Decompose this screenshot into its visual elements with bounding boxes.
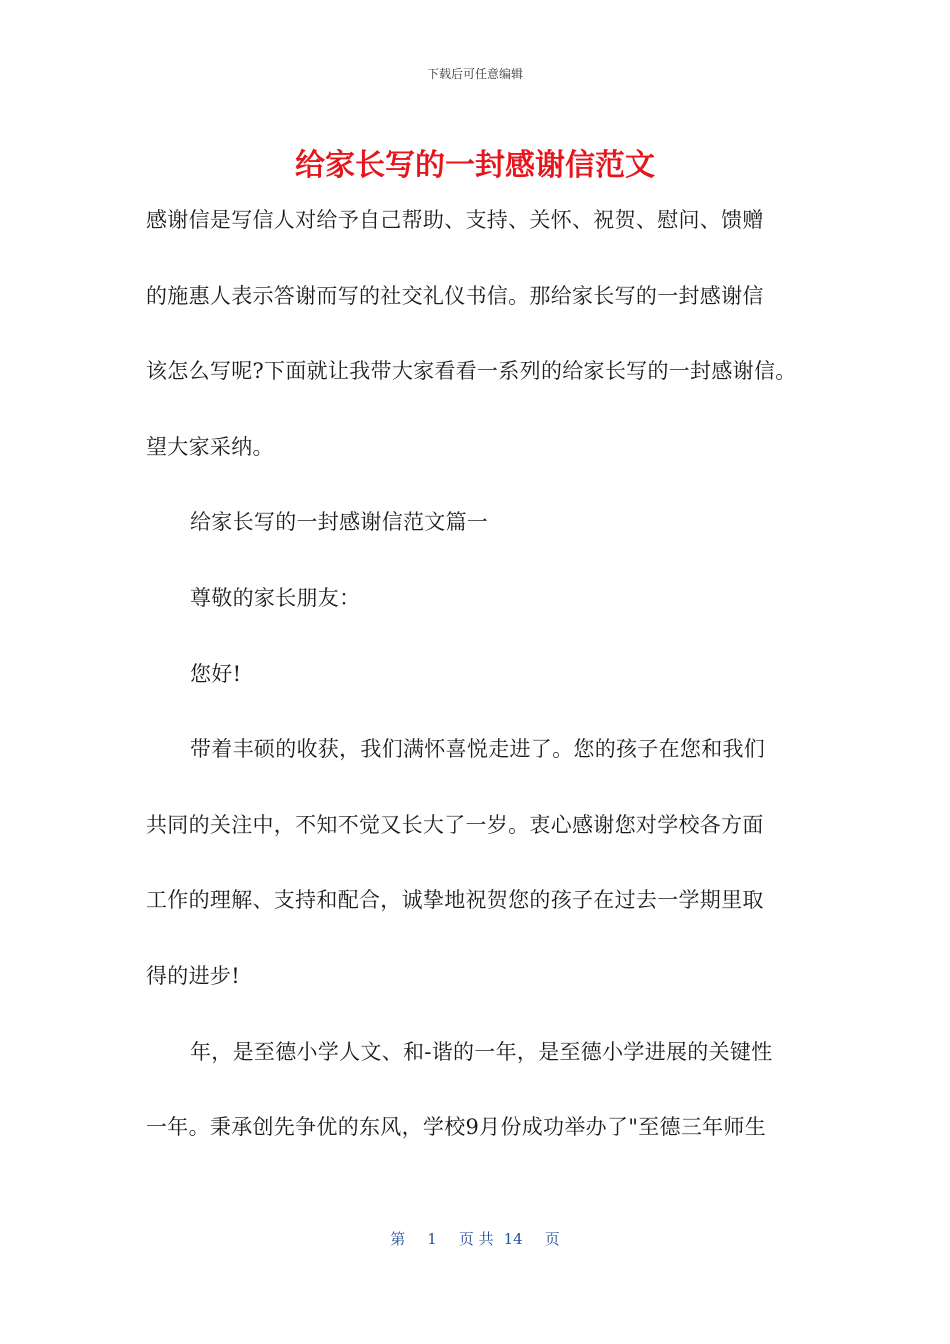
paragraph-line: 该怎么写呢?下面就让我带大家看看一系列的给家长写的一封感谢信。 bbox=[146, 359, 797, 384]
footer-middle: 页 共 bbox=[458, 1230, 494, 1248]
paragraph-line: 望大家采纳。 bbox=[146, 434, 274, 459]
paragraph-line: 的施惠人表示答谢而写的社交礼仪书信。那给家长写的一封感谢信 bbox=[146, 283, 764, 308]
document-body bbox=[146, 202, 826, 1185]
paragraph-line: 得的进步! bbox=[146, 963, 240, 988]
paragraph-line: 带着丰硕的收获，我们满怀喜悦走进了。您的孩子在您和我们 bbox=[190, 737, 766, 762]
footer-current-page: 1 bbox=[427, 1230, 437, 1248]
salutation: 尊敬的家长朋友： bbox=[190, 585, 361, 610]
paragraph-line: 共同的关注中，不知不觉又长大了一岁。衷心感谢您对学校各方面 bbox=[146, 812, 764, 837]
paragraph-line: 工作的理解、支持和配合，诚挚地祝贺您的孩子在过去一学期里取 bbox=[146, 888, 764, 913]
document-title: 给家长写的一封感谢信范文 bbox=[295, 148, 655, 183]
footer-suffix: 页 bbox=[544, 1230, 560, 1248]
paragraph-line: 一年。秉承创先争优的东风，学校9月份成功举办了"至德三年师生 bbox=[146, 1115, 767, 1140]
footer-total-pages: 14 bbox=[503, 1230, 523, 1248]
greeting: 您好! bbox=[190, 661, 242, 686]
section-heading: 给家长写的一封感谢信范文篇一 bbox=[190, 510, 489, 535]
paragraph-line: 年，是至德小学人文、和-谐的一年，是至德小学进展的关键性 bbox=[190, 1039, 773, 1064]
page-header-note: 下载后可任意编辑 bbox=[426, 67, 523, 81]
paragraph-line: 感谢信是写信人对给予自己帮助、支持、关怀、祝贺、慰问、馈赠 bbox=[146, 208, 764, 232]
page-number-footer bbox=[0, 1228, 950, 1250]
footer-prefix: 第 bbox=[390, 1230, 406, 1248]
